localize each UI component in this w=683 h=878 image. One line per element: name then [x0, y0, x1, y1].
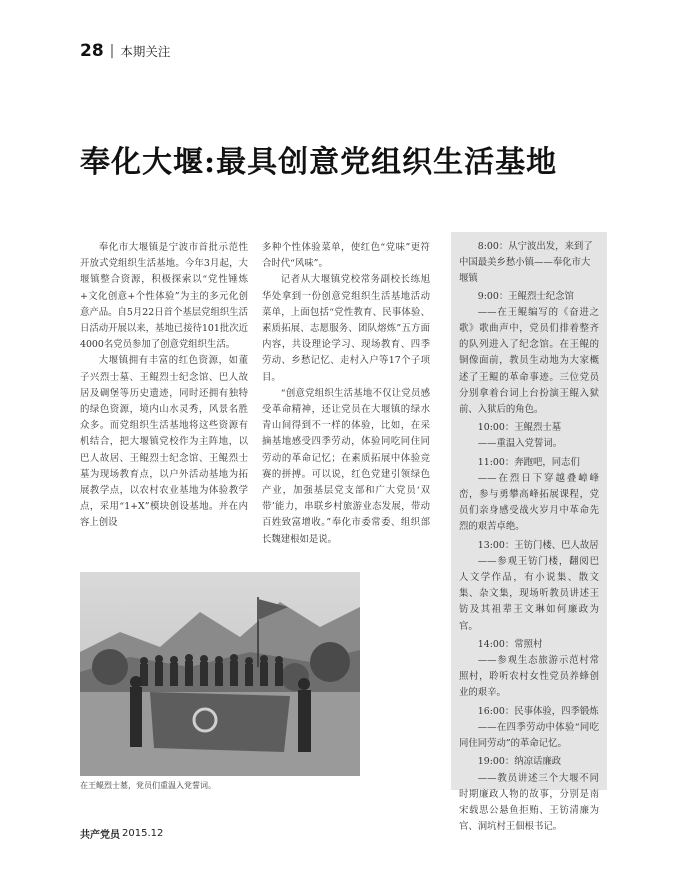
paragraph: 大堰镇拥有丰富的红色资源，如董子兴烈士墓、王鲲烈士纪念馆、巴人故居及碉堡等历史遗迹，同时还拥有独特的绿色资源，境内山水灵秀，风景名胜众多。而党组织生活基地将这些资源有机结合，把大堰镇党校作为主阵地，以巴人故居、王鲲烈士纪念馆、王鲲烈士墓为现场教育点，以户外活动基地为拓展教学点，以农村农业基地为体验教学点，采用“1+X”模块创设基地。并在内容上创设	[80, 355, 248, 529]
schedule-item	[459, 538, 599, 635]
schedule-item	[459, 420, 599, 452]
paragraph: 多种个性体验菜单，使红色“党味”更符合时代“风味”。	[262, 242, 430, 270]
schedule-item	[459, 289, 599, 419]
schedule-sidebar	[451, 232, 607, 833]
schedule-item	[459, 754, 599, 835]
schedule-desc: ——参观生态旅游示范村常照村，聆听农村女性党员养蜂创业的艰辛。	[459, 655, 599, 699]
issue-date: 2015.12	[122, 828, 164, 839]
schedule-desc: ——在王鲲编写的《奋进之歌》歌曲声中，党员们排着整齐的队列进入了纪念馆。在王鲲的铜像面前，教员生动地为大家概述了王鲲的革命事迹。三位党员分别拿着台词上台扮演王鲲入狱前、入狱后的角色。	[459, 306, 599, 416]
photo-caption: 在王鲲烈士墓，党员们重温入党誓词。	[80, 781, 216, 790]
photo-illustration	[80, 572, 360, 776]
schedule-desc: ——参观王钫门楼，翻阅巴人文学作品，有小说集、散文集、杂文集，现场听教员讲述王钫及其祖辈王文琳如何廉政为官。	[459, 555, 599, 632]
schedule-item	[459, 455, 599, 536]
page-footer	[80, 826, 163, 841]
article-column-2	[262, 240, 430, 548]
schedule-desc: ——在四季劳动中体验“同吃同住同劳动”的革命记忆。	[459, 721, 599, 750]
schedule-time: 9:00：王鲲烈士纪念馆	[477, 290, 574, 302]
page-header	[80, 40, 170, 62]
schedule-item	[459, 637, 599, 702]
schedule-time: 11:00：奔跑吧，同志们	[477, 456, 580, 468]
paragraph: “创意党组织生活基地不仅让党员感受革命精神，还让党员在大堰镇的绿水青山间得到不一样的体验，比如，在采摘基地感受四季劳动，体验同吃同住同劳动的革命记忆；在素质拓展中体验竞赛的拼搏。可以说，红色党建引领绿色产业，加强基层党支部和广大党员‘双带’能力，串联乡村旅游业态发展，带动百姓致富增收。”奉化市委常委、组织部长魏建根如是说。	[262, 387, 430, 545]
article-photo	[80, 572, 360, 776]
article-title: 奉化大堰:最具创意党组织生活基地	[80, 145, 558, 180]
article-column-1	[80, 240, 248, 532]
schedule-time: 8:00：从宁波出发，来到了中国最美乡愁小镇——奉化市大堰镇	[459, 241, 593, 285]
header-separator: |	[109, 43, 115, 59]
schedule-time: 19:00：纳凉话廉政	[477, 756, 562, 768]
schedule-time: 10:00：王鲲烈士墓	[477, 422, 562, 434]
schedule-time: 14:00：常照村	[477, 638, 543, 650]
schedule-item	[459, 239, 599, 288]
section-label: 本期关注	[120, 44, 171, 59]
schedule-desc: ——教员讲述三个大堰不同时期廉政人物的故事，分别是南宋载思公悬鱼拒贿、王钫清廉为官、洞坑村王佃根书记。	[459, 772, 599, 833]
schedule-item	[459, 704, 599, 753]
paragraph: 奉化市大堰镇是宁波市首批示范性开放式党组织生活基地。今年3月起，大堰镇整合资源，积极探索以“党性锤炼+文化创意+个性体验”为主的多元化创意产品。自5月22日首个基层党组织生活日活动开展以来，基地已接待101批次近4000名党员参加了创意党组织生活。	[80, 242, 248, 351]
schedule-time: 16:00：民事体验，四季锻炼	[477, 705, 599, 717]
schedule-time: 13:00：王钫门楼、巴人故居	[477, 539, 599, 551]
schedule-desc: ——重温入党誓词。	[477, 438, 563, 450]
page-number: 28	[80, 41, 104, 61]
schedule-desc: ——在烈日下穿越叠嶂峰峦，参与勇攀高峰拓展课程，党员们亲身感受战火岁月中革命先烈的艰苦卓绝。	[459, 472, 599, 533]
paragraph: 记者从大堰镇党校常务副校长练旭华处拿到一份创意党组织生活基地活动菜单，上面包括“党性教育、民事体验、素质拓展、志愿服务、团队熔炼”五方面内容，共设理论学习、现场教育、四季劳动、乡愁记忆、走村入户等17个子项目。	[262, 274, 430, 383]
magazine-logo: 共产党员	[80, 830, 120, 841]
